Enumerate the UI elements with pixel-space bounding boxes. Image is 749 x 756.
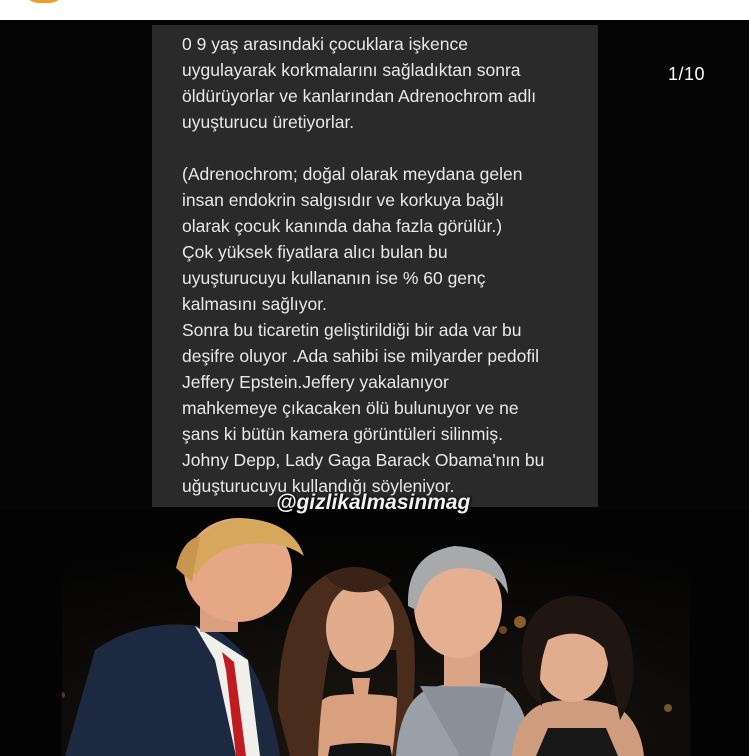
avatar-ring-icon[interactable]	[22, 0, 66, 3]
post-carousel[interactable]	[0, 20, 749, 756]
page-counter: 1/10	[668, 64, 706, 84]
text-card	[152, 25, 598, 507]
paragraph-2: (Adrenochrom; doğal olarak meydana gelen insan endokrin salgısıdır ve korkuya bağlı olarak çocuk kanında daha fazla görülür.) Çok yüksek fiyatlara alıcı bulan bu uyuşturucuyu kullananın ise % 60 genç kalmasını sağlıyor. Sonra bu ticaretin geliştirildiği bir ada var bu deşifre oluyor .Ada sahibi ise milyarder pedofil Jeffery Epstein.Jeffery yakalanıyor mahkemeye çıkacaken ölü bulunuyor ve ne şans ki bütün kamera görüntüleri silinmiş. Johny Depp, Lady Gaga Barack Obama'nın bu uğuşturucuyu kullandığı söyleniyor.	[182, 164, 545, 496]
photo-illustration	[0, 510, 749, 756]
top-bar	[0, 0, 749, 20]
watermark: @gizlikalmasinmag	[276, 491, 471, 514]
post-text	[182, 31, 592, 499]
post-photo	[0, 510, 749, 756]
paragraph-1: 0 9 yaş arasındaki çocuklara işkence uygulayarak korkmalarını sağladıktan sonra öldürüyorlar ve kanlarından Adrenochrom adlı uyuşturucu üretiyorlar.	[182, 34, 537, 132]
